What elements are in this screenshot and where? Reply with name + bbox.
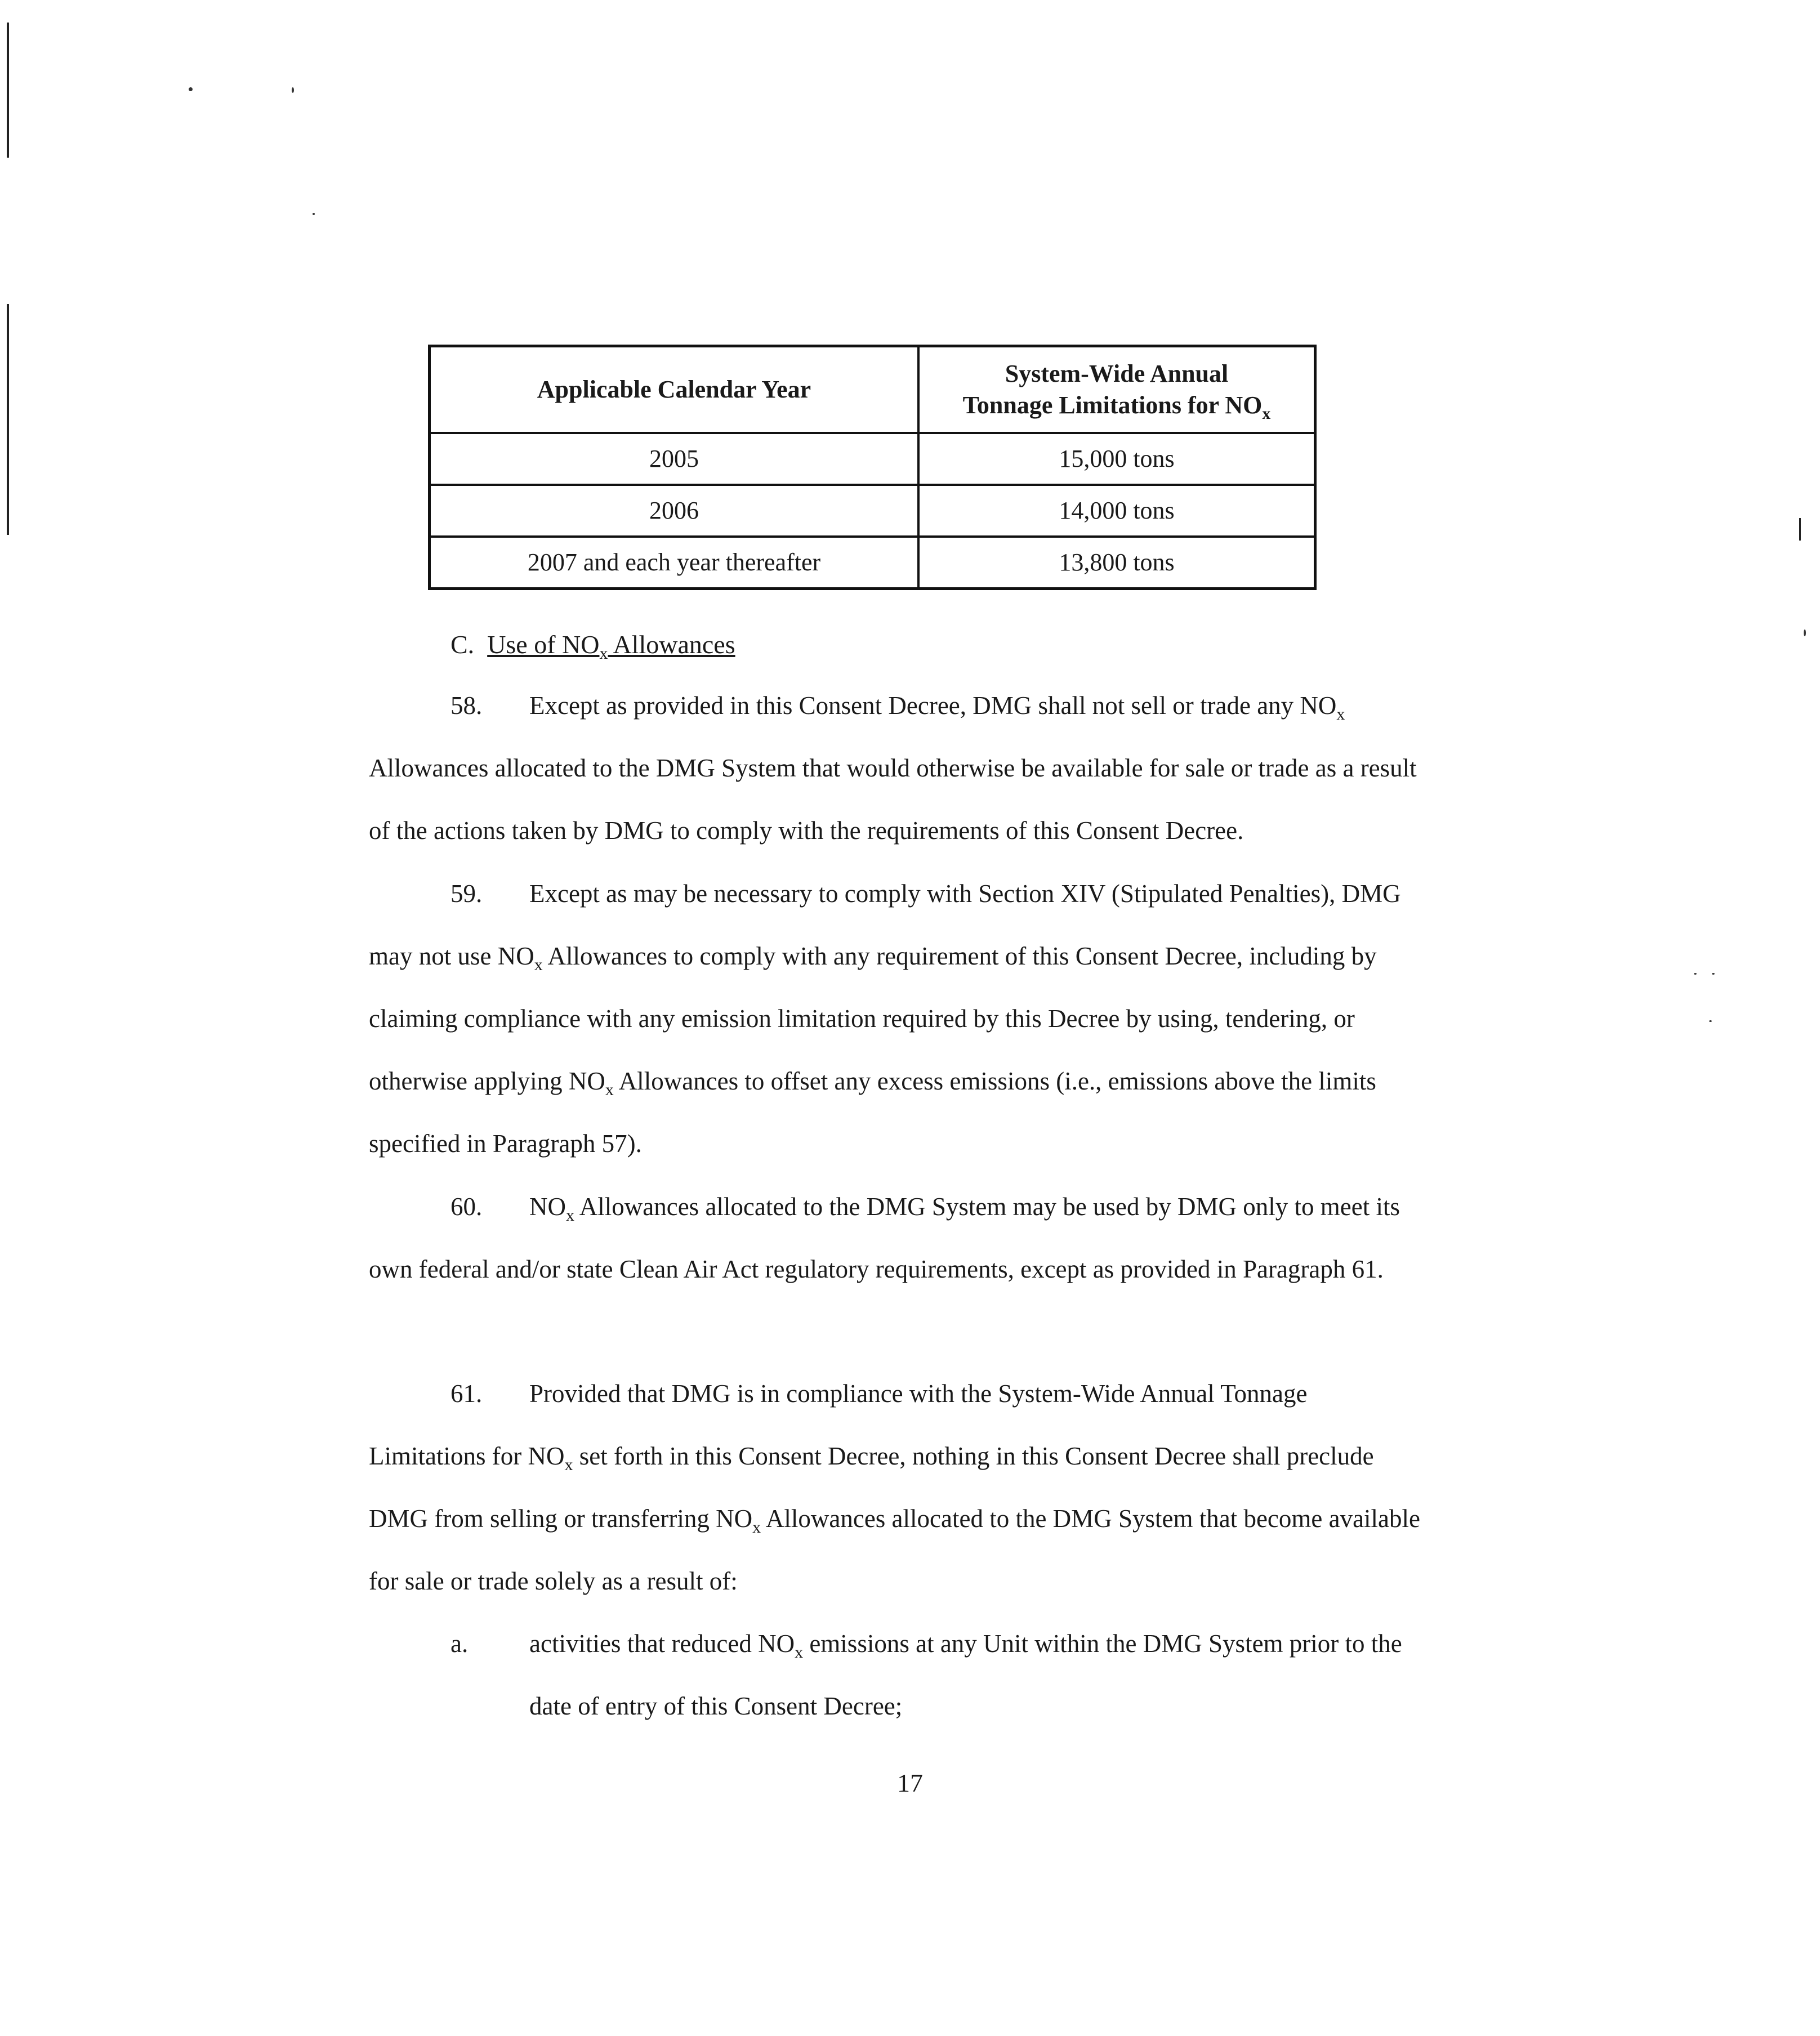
paragraph-number: 61. xyxy=(450,1379,483,1408)
nox-limits-table xyxy=(428,345,1317,590)
scan-speck xyxy=(313,213,315,215)
section-title: Use of $NO_x$ Allowances xyxy=(487,630,735,663)
sub-item-letter: a. xyxy=(450,1629,469,1658)
section-heading xyxy=(450,629,735,663)
scan-speck xyxy=(292,87,294,93)
paragraph-number: 59. xyxy=(450,879,483,908)
table-row xyxy=(430,537,1315,589)
table-cell-limit: 15,000 tons xyxy=(918,433,1315,485)
table-header-year: Applicable Calendar Year xyxy=(430,346,919,434)
table-header-limit-line1: System-Wide Annual xyxy=(1005,360,1229,387)
table-header-row xyxy=(430,346,1315,434)
table-cell-year: 2007 and each year thereafter xyxy=(430,537,919,589)
paragraph-number: 58. xyxy=(450,691,483,720)
page-number: 17 xyxy=(897,1769,923,1797)
table-cell-year: 2006 xyxy=(430,485,919,537)
table-cell-limit: 13,800 tons xyxy=(918,537,1315,589)
subscript-x: x xyxy=(1262,404,1271,423)
scan-margin-line xyxy=(7,23,9,158)
table-cell-limit: 14,000 tons xyxy=(918,485,1315,537)
scan-speck xyxy=(189,87,193,91)
paragraph-59: 59. Except as may be necessary to comply with Section XIV (Stipulated Penalties), DMG may not use $NO_x$ Allowances to comply with any requirement of this Consent Decree, including by claiming compliance with any emission limitation required by this Decree by using, tendering, or otherwise applying $NO_x$ Allowances to offset any excess emissions (i.e., emissions above the limits specified in Paragraph 57). xyxy=(369,863,1428,1175)
paragraph-61: 61. Provided that DMG is in compliance with the System-Wide Annual Tonnage Limitations for $NO_x$ set forth in this Consent Decree, nothing in this Consent Decree shall preclude DMG from selling or transferring $NO_x$ Allowances allocated to the DMG System that become available for sale or trade solely as a result of: xyxy=(369,1363,1428,1613)
scan-speck xyxy=(1712,973,1715,975)
scan-margin-line xyxy=(1799,518,1801,541)
section-letter: C. xyxy=(450,630,475,659)
table-row xyxy=(430,433,1315,485)
table-cell-year: 2005 xyxy=(430,433,919,485)
paragraph-58: 58. Except as provided in this Consent Decree, DMG shall not sell or trade any $NO_x$ Allowances allocated to the DMG System that would otherwise be available for sale or trade as a result of the actions taken by DMG to comply with the requirements of this Consent Decree. xyxy=(369,675,1428,862)
table-header-limit xyxy=(918,346,1315,434)
scan-speck xyxy=(1709,1020,1712,1022)
table-header-limit-line2: Tonnage Limitations for NO xyxy=(962,391,1263,419)
sub-item-text: activities that reduced $NO_x$ emissions at any Unit within the DMG System prior to the date of entry of this Consent Decree; xyxy=(529,1629,1402,1720)
scan-speck xyxy=(1804,629,1806,636)
table-row xyxy=(430,485,1315,537)
scan-speck xyxy=(1694,973,1697,975)
paragraph-number: 60. xyxy=(450,1193,483,1221)
paragraph-60: 60. $NO_x$ Allowances allocated to the DMG System may be used by DMG only to meet its own federal and/or state Clean Air Act regulatory requirements, except as provided in Paragraph 61. xyxy=(369,1176,1428,1301)
scan-margin-line xyxy=(7,304,9,535)
